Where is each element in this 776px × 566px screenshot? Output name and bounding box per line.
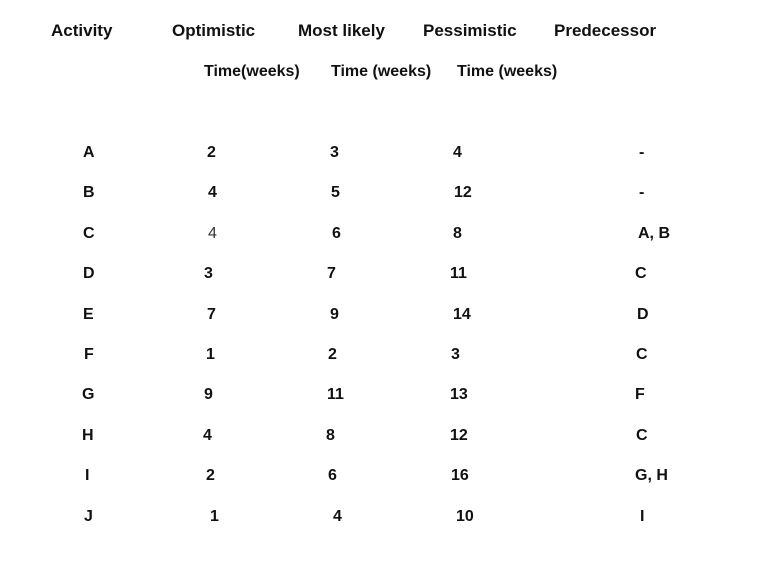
cell-optimistic: 1 <box>210 508 219 525</box>
header-most-likely: Most likely <box>298 21 385 40</box>
cell-pessimistic: 16 <box>451 467 469 484</box>
cell-predecessor: G, H <box>635 467 668 484</box>
cell-most-likely: 9 <box>330 306 339 323</box>
cell-predecessor: D <box>637 306 649 323</box>
cell-optimistic: 4 <box>208 225 217 242</box>
cell-activity: F <box>84 346 94 363</box>
cell-predecessor: I <box>640 508 645 525</box>
cell-optimistic: 1 <box>206 346 215 363</box>
subheader-most-likely: Time (weeks) <box>331 63 432 80</box>
cell-activity: G <box>82 386 95 403</box>
cell-optimistic: 4 <box>203 427 212 444</box>
cell-most-likely: 11 <box>327 386 344 403</box>
cell-most-likely: 2 <box>328 346 337 363</box>
cell-predecessor: C <box>636 346 648 363</box>
cell-activity: A <box>83 144 95 161</box>
cell-most-likely: 7 <box>327 265 336 282</box>
cell-most-likely: 6 <box>332 225 341 242</box>
cell-predecessor: - <box>639 144 645 161</box>
subheader-optimistic: Time(weeks) <box>204 63 300 80</box>
cell-activity: D <box>83 265 95 282</box>
cell-optimistic: 4 <box>208 184 217 201</box>
cell-activity: I <box>85 467 90 484</box>
cell-pessimistic: 8 <box>453 225 462 242</box>
cell-optimistic: 9 <box>204 386 213 403</box>
cell-predecessor: A, B <box>638 225 670 242</box>
cell-pessimistic: 10 <box>456 508 474 525</box>
cell-pessimistic: 12 <box>450 427 468 444</box>
cell-pessimistic: 3 <box>451 346 460 363</box>
cell-pessimistic: 12 <box>454 184 472 201</box>
cell-predecessor: F <box>635 386 645 403</box>
cell-activity: H <box>82 427 94 444</box>
cell-optimistic: 7 <box>207 306 216 323</box>
cell-predecessor: C <box>635 265 647 282</box>
cell-activity: C <box>83 225 95 242</box>
cell-pessimistic: 13 <box>450 386 468 403</box>
cell-pessimistic: 4 <box>453 144 462 161</box>
cell-most-likely: 3 <box>330 144 339 161</box>
subheader-pessimistic: Time (weeks) <box>457 63 558 80</box>
cell-activity: B <box>83 184 95 201</box>
header-pessimistic: Pessimistic <box>423 21 517 40</box>
header-activity: Activity <box>51 21 113 40</box>
header-optimistic: Optimistic <box>172 21 256 40</box>
cell-optimistic: 3 <box>204 265 213 282</box>
cell-predecessor: - <box>639 184 645 201</box>
cell-most-likely: 4 <box>333 508 342 525</box>
cell-most-likely: 6 <box>328 467 337 484</box>
cell-pessimistic: 11 <box>450 265 467 282</box>
header-predecessor: Predecessor <box>554 21 657 40</box>
cell-pessimistic: 14 <box>453 306 471 323</box>
cell-optimistic: 2 <box>206 467 215 484</box>
cell-predecessor: C <box>636 427 648 444</box>
cell-most-likely: 5 <box>331 184 340 201</box>
cell-most-likely: 8 <box>326 427 335 444</box>
cell-activity: E <box>83 306 94 323</box>
cell-optimistic: 2 <box>207 144 216 161</box>
cell-activity: J <box>84 508 93 525</box>
